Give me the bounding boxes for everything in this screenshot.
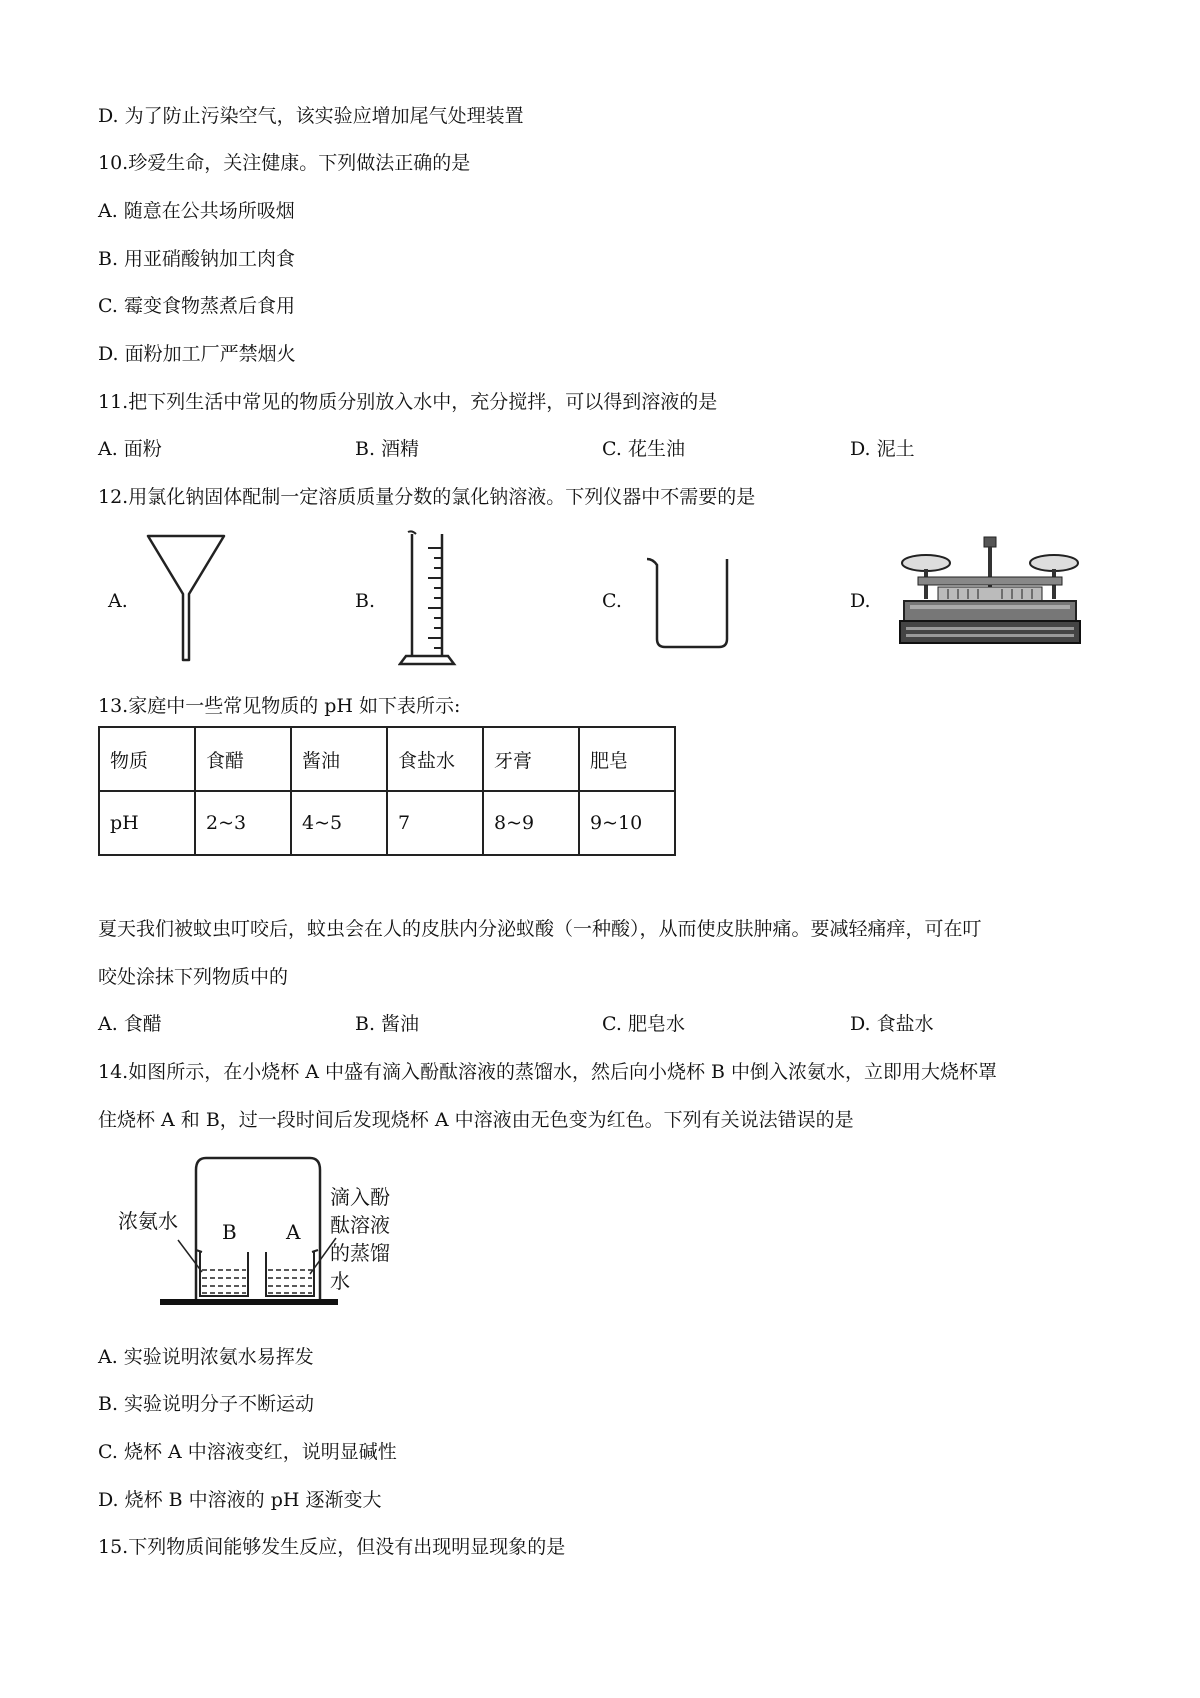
apparatus-label-phenolphthalein-3: 的蒸馏 <box>330 1241 390 1265</box>
q15-stem: 15.下列物质间能够发生反应，但没有出现明显现象的是 <box>98 1536 566 1558</box>
ph-table-cell: 7 <box>387 791 483 855</box>
q11-option-b: B. 酒精 <box>355 438 420 460</box>
q12-option-a: A. <box>108 590 128 612</box>
ph-table-cell: 食醋 <box>195 727 291 791</box>
ph-table-cell: 8~9 <box>483 791 579 855</box>
q11-option-d: D. 泥土 <box>850 438 915 460</box>
apparatus-label-phenolphthalein-2: 酞溶液 <box>330 1213 390 1237</box>
q10-option-d: D. 面粉加工厂严禁烟火 <box>98 343 296 365</box>
q14-stem-line2: 住烧杯 A 和 B，过一段时间后发现烧杯 A 中溶液由无色变为红色。下列有关说法错误的是 <box>98 1109 854 1131</box>
beaker-icon <box>645 555 735 651</box>
q13-stem: 13.家庭中一些常见物质的 pH 如下表所示: <box>98 695 461 717</box>
graduated-cylinder-icon <box>398 528 460 670</box>
ph-table-cell: 9~10 <box>579 791 675 855</box>
apparatus-label-beaker-b: B <box>222 1220 237 1244</box>
funnel-icon <box>145 532 227 664</box>
q13-paragraph-line2: 咬处涂抹下列物质中的 <box>98 966 289 988</box>
q10-stem: 10.珍爱生命，关注健康。下列做法正确的是 <box>98 152 471 174</box>
q10-option-b: B. 用亚硝酸钠加工肉食 <box>98 248 296 270</box>
q11-option-c: C. 花生油 <box>602 438 685 460</box>
q13-option-a: A. 食醋 <box>98 1013 162 1035</box>
q9-option-d: D. 为了防止污染空气，该实验应增加尾气处理装置 <box>98 105 524 127</box>
apparatus-label-phenolphthalein-1: 滴入酚 <box>330 1185 390 1209</box>
ph-table-cell: 酱油 <box>291 727 387 791</box>
q11-stem: 11.把下列生活中常见的物质分别放入水中，充分搅拌，可以得到溶液的是 <box>98 391 718 413</box>
q14-stem-line1: 14.如图所示，在小烧杯 A 中盛有滴入酚酞溶液的蒸馏水，然后向小烧杯 B 中倒入浓氨水，立即用大烧杯罩 <box>98 1061 998 1083</box>
q13-option-d: D. 食盐水 <box>850 1013 934 1035</box>
ph-table-cell: pH <box>99 791 195 855</box>
apparatus-label-beaker-a: A <box>286 1220 301 1244</box>
ph-table-cell: 2~3 <box>195 791 291 855</box>
ph-table-cell: 食盐水 <box>387 727 483 791</box>
ammonia-diffusion-apparatus-icon <box>160 1148 338 1308</box>
ph-table-header-row <box>99 727 675 791</box>
ph-table <box>98 726 676 856</box>
q11-option-a: A. 面粉 <box>98 438 162 460</box>
q12-option-d: D. <box>850 590 871 612</box>
apparatus-label-ammonia: 浓氨水 <box>118 1209 178 1233</box>
ph-table-value-row <box>99 791 675 855</box>
q13-option-b: B. 酱油 <box>355 1013 420 1035</box>
q13-paragraph-line1: 夏天我们被蚊虫叮咬后，蚊虫会在人的皮肤内分泌蚁酸（一种酸），从而使皮肤肿痛。要减轻痛痒，可在叮 <box>98 918 982 940</box>
ph-table-cell: 物质 <box>99 727 195 791</box>
q13-option-c: C. 肥皂水 <box>602 1013 685 1035</box>
apparatus-label-phenolphthalein-4: 水 <box>330 1269 350 1293</box>
q14-option-b: B. 实验说明分子不断运动 <box>98 1393 315 1415</box>
q12-stem: 12.用氯化钠固体配制一定溶质质量分数的氯化钠溶液。下列仪器中不需要的是 <box>98 486 756 508</box>
q14-option-d: D. 烧杯 B 中溶液的 pH 逐渐变大 <box>98 1489 382 1511</box>
q14-option-a: A. 实验说明浓氨水易挥发 <box>98 1346 314 1368</box>
ph-table-cell: 肥皂 <box>579 727 675 791</box>
balance-scale-icon <box>898 533 1082 655</box>
q12-option-b: B. <box>355 590 376 612</box>
ph-table-cell: 牙膏 <box>483 727 579 791</box>
ph-table-cell: 4~5 <box>291 791 387 855</box>
q10-option-c: C. 霉变食物蒸煮后食用 <box>98 295 295 317</box>
q12-option-c: C. <box>602 590 622 612</box>
q14-option-c: C. 烧杯 A 中溶液变红，说明显碱性 <box>98 1441 397 1463</box>
q10-option-a: A. 随意在公共场所吸烟 <box>98 200 295 222</box>
